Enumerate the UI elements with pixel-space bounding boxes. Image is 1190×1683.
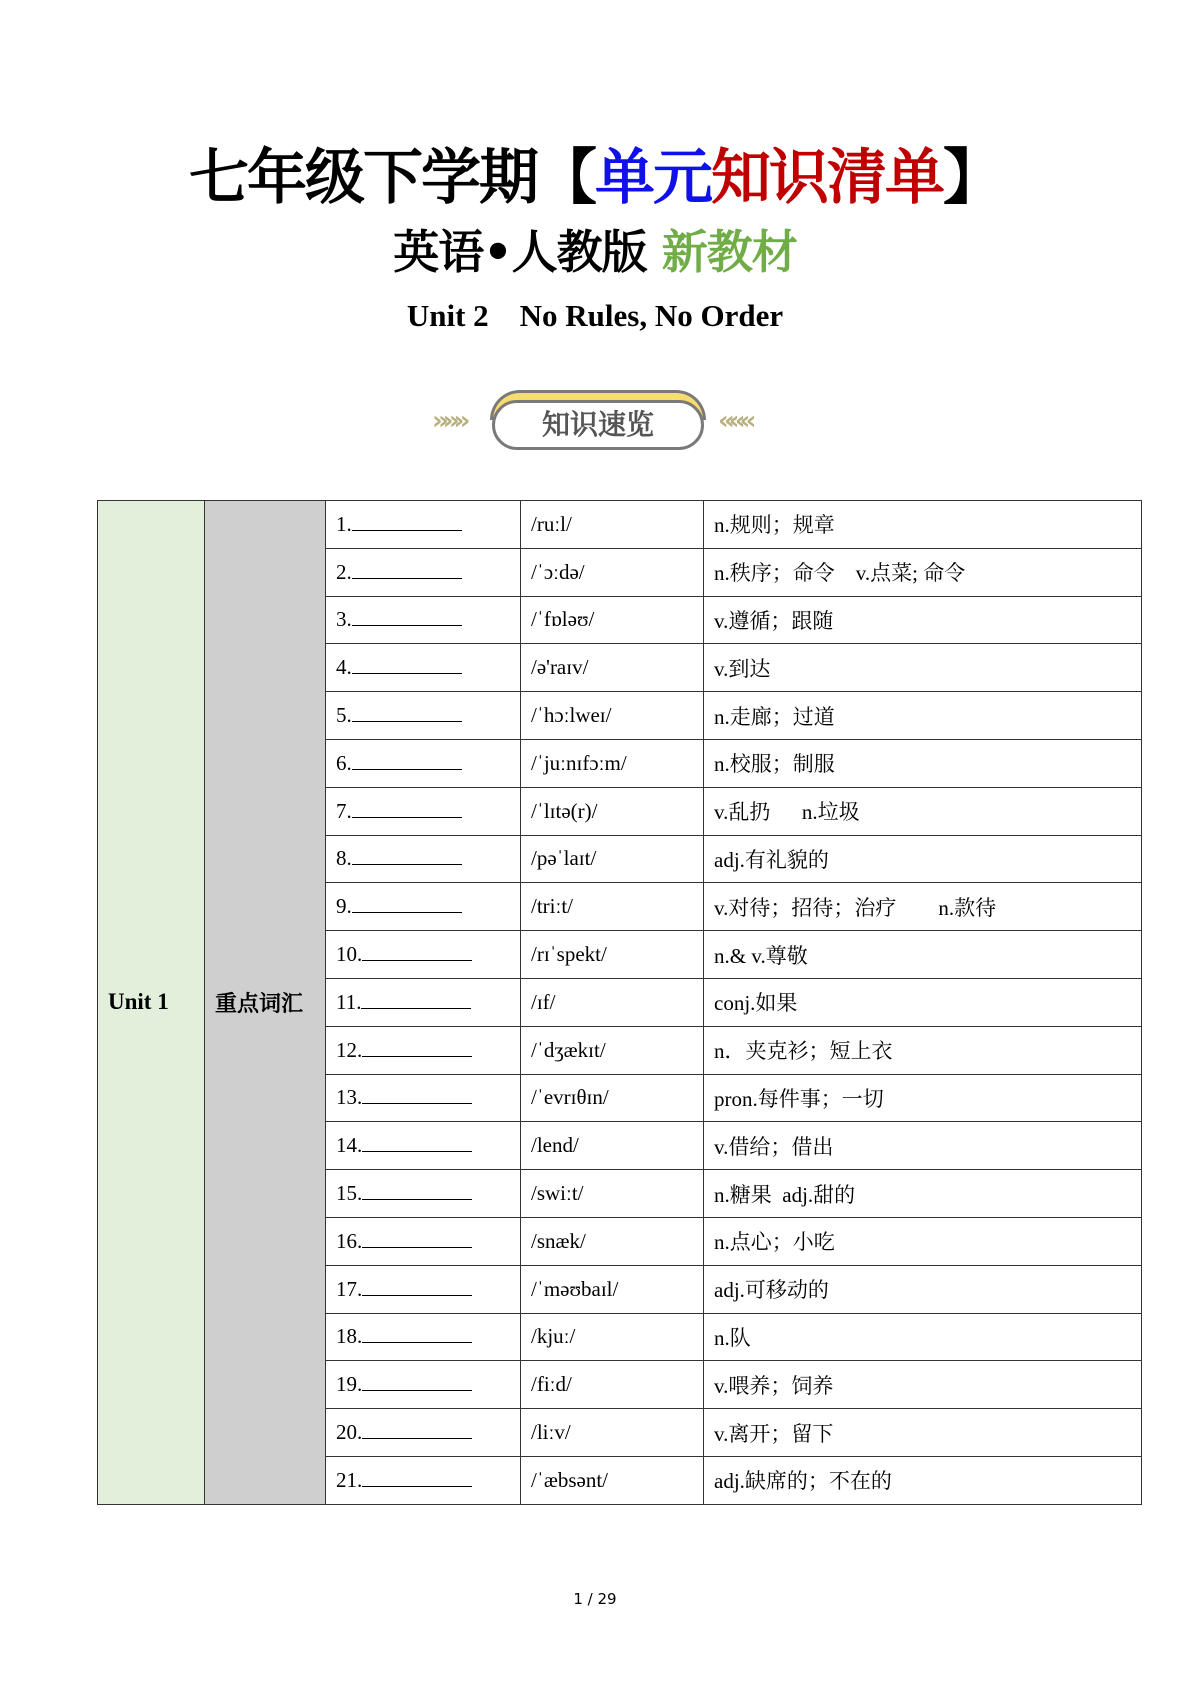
answer-blank[interactable] (352, 625, 462, 626)
table-row (98, 501, 1142, 549)
answer-blank[interactable] (362, 1486, 472, 1487)
word-blank-cell[interactable] (326, 1361, 521, 1409)
item-number: 10. (336, 942, 363, 967)
phonetic-cell: /pəˈlaɪt/ (521, 835, 704, 883)
item-number: 2. (336, 559, 352, 584)
word-blank-cell[interactable] (326, 644, 521, 692)
answer-blank[interactable] (362, 1390, 472, 1391)
meaning-cell: n.队 (704, 1313, 1142, 1361)
meaning-cell: n.秩序；命令 v.点菜; 命令 (704, 548, 1142, 596)
meaning-cell: n．夹克衫；短上衣 (704, 1026, 1142, 1074)
phonetic-cell: /ˈevrɪθɪn/ (521, 1074, 704, 1122)
title-red: 知识清单 (711, 143, 943, 213)
meaning-cell: v.遵循；跟随 (704, 596, 1142, 644)
answer-blank[interactable] (352, 578, 462, 579)
page-title (0, 142, 1190, 214)
category-label: 重点词汇 (205, 501, 326, 1505)
word-blank-cell[interactable] (326, 1409, 521, 1457)
item-number: 7. (336, 798, 352, 823)
unit-heading: Unit 2 No Rules, No Order (406, 298, 784, 333)
title-blue: 单元 (595, 143, 711, 213)
answer-blank[interactable] (362, 1342, 472, 1343)
page-number: 1 / 29 (573, 1590, 617, 1608)
word-blank-cell[interactable] (326, 1122, 521, 1170)
chevrons-left-icon: ««« (718, 406, 751, 436)
word-blank-cell[interactable] (326, 1456, 521, 1504)
item-number: 17. (336, 1276, 363, 1301)
answer-blank[interactable] (362, 960, 472, 961)
word-blank-cell[interactable] (326, 835, 521, 883)
item-number: 5. (336, 703, 352, 728)
phonetic-cell: /ˈjuːnɪfɔːm/ (521, 739, 704, 787)
item-number: 18. (336, 1324, 363, 1349)
item-number: 6. (336, 750, 352, 775)
item-number: 13. (336, 1085, 363, 1110)
answer-blank[interactable] (362, 1247, 472, 1248)
unit-label: Unit 1 (98, 501, 205, 1505)
word-blank-cell[interactable] (326, 787, 521, 835)
phonetic-cell: /liːv/ (521, 1409, 704, 1457)
word-blank-cell[interactable] (326, 1265, 521, 1313)
meaning-cell: n.& v.尊敬 (704, 931, 1142, 979)
item-number: 3. (336, 607, 352, 632)
answer-blank[interactable] (352, 864, 462, 865)
item-number: 16. (336, 1228, 363, 1253)
item-number: 20. (336, 1420, 363, 1445)
meaning-cell: conj.如果 (704, 978, 1142, 1026)
word-blank-cell[interactable] (326, 1217, 521, 1265)
phonetic-cell: /ˈhɔːlweɪ/ (521, 692, 704, 740)
answer-blank[interactable] (362, 1199, 472, 1200)
meaning-cell: adj.可移动的 (704, 1265, 1142, 1313)
word-blank-cell[interactable] (326, 501, 521, 549)
phonetic-cell: /kjuː/ (521, 1313, 704, 1361)
phonetic-cell: /lend/ (521, 1122, 704, 1170)
answer-blank[interactable] (352, 912, 462, 913)
item-number: 11. (336, 989, 362, 1014)
meaning-cell: n.规则；规章 (704, 501, 1142, 549)
phonetic-cell: /ˈæbsənt/ (521, 1456, 704, 1504)
answer-blank[interactable] (362, 1151, 472, 1152)
phonetic-cell: /ˈməʊbaɪl/ (521, 1265, 704, 1313)
title-suffix: 】 (943, 143, 1001, 213)
answer-blank[interactable] (352, 673, 462, 674)
meaning-cell: pron.每件事；一切 (704, 1074, 1142, 1122)
phonetic-cell: /ˈfɒləʊ/ (521, 596, 704, 644)
word-blank-cell[interactable] (326, 1313, 521, 1361)
phonetic-cell: /swiːt/ (521, 1170, 704, 1218)
subtitle (0, 222, 1190, 282)
meaning-cell: v.对待；招待；治疗 n.款待 (704, 883, 1142, 931)
meaning-cell: v.离开；留下 (704, 1409, 1142, 1457)
chevrons-right-icon: »»» (432, 406, 465, 436)
word-blank-cell[interactable] (326, 1026, 521, 1074)
subtitle-main: 英语•人教版 (393, 225, 647, 279)
word-blank-cell[interactable] (326, 931, 521, 979)
word-blank-cell[interactable] (326, 883, 521, 931)
item-number: 1. (336, 511, 352, 536)
answer-blank[interactable] (352, 817, 462, 818)
meaning-cell: n.走廊；过道 (704, 692, 1142, 740)
item-number: 12. (336, 1037, 363, 1062)
phonetic-cell: /ˈlɪtə(r)/ (521, 787, 704, 835)
meaning-cell: adj.有礼貌的 (704, 835, 1142, 883)
meaning-cell: n.校服；制服 (704, 739, 1142, 787)
meaning-cell: n.糖果 adj.甜的 (704, 1170, 1142, 1218)
item-number: 21. (336, 1467, 363, 1492)
item-number: 4. (336, 655, 352, 680)
phonetic-cell: /ˈɔːdə/ (521, 548, 704, 596)
phonetic-cell: /ruːl/ (521, 501, 704, 549)
badge-label: 知识速览 (492, 400, 704, 450)
meaning-cell: n.点心；小吃 (704, 1217, 1142, 1265)
section-badge (0, 390, 1190, 454)
answer-blank[interactable] (352, 769, 462, 770)
word-blank-cell[interactable] (326, 1170, 521, 1218)
meaning-cell: adj.缺席的；不在的 (704, 1456, 1142, 1504)
meaning-cell: v.借给；借出 (704, 1122, 1142, 1170)
answer-blank[interactable] (362, 1103, 472, 1104)
item-number: 14. (336, 1133, 363, 1158)
meaning-cell: v.乱扔 n.垃圾 (704, 787, 1142, 835)
item-number: 8. (336, 846, 352, 871)
phonetic-cell: /triːt/ (521, 883, 704, 931)
word-blank-cell[interactable] (326, 548, 521, 596)
meaning-cell: v.喂养；饲养 (704, 1361, 1142, 1409)
meaning-cell: v.到达 (704, 644, 1142, 692)
word-blank-cell[interactable] (326, 692, 521, 740)
vocab-table (97, 500, 1142, 1505)
title-prefix: 七年级下学期【 (189, 143, 595, 213)
phonetic-cell: /ˈdʒækɪt/ (521, 1026, 704, 1074)
item-number: 19. (336, 1372, 363, 1397)
answer-blank[interactable] (362, 1295, 472, 1296)
phonetic-cell: /ɪf/ (521, 978, 704, 1026)
item-number: 15. (336, 1181, 363, 1206)
word-blank-cell[interactable] (326, 596, 521, 644)
answer-blank[interactable] (361, 1008, 471, 1009)
item-number: 9. (336, 894, 352, 919)
word-blank-cell[interactable] (326, 739, 521, 787)
answer-blank[interactable] (352, 530, 462, 531)
word-blank-cell[interactable] (326, 1074, 521, 1122)
subtitle-green: 新教材 (661, 225, 797, 279)
answer-blank[interactable] (362, 1056, 472, 1057)
phonetic-cell: /snæk/ (521, 1217, 704, 1265)
phonetic-cell: /fiːd/ (521, 1361, 704, 1409)
phonetic-cell: /rɪˈspekt/ (521, 931, 704, 979)
word-blank-cell[interactable] (326, 978, 521, 1026)
phonetic-cell: /ə'raɪv/ (521, 644, 704, 692)
answer-blank[interactable] (362, 1438, 472, 1439)
answer-blank[interactable] (352, 721, 462, 722)
